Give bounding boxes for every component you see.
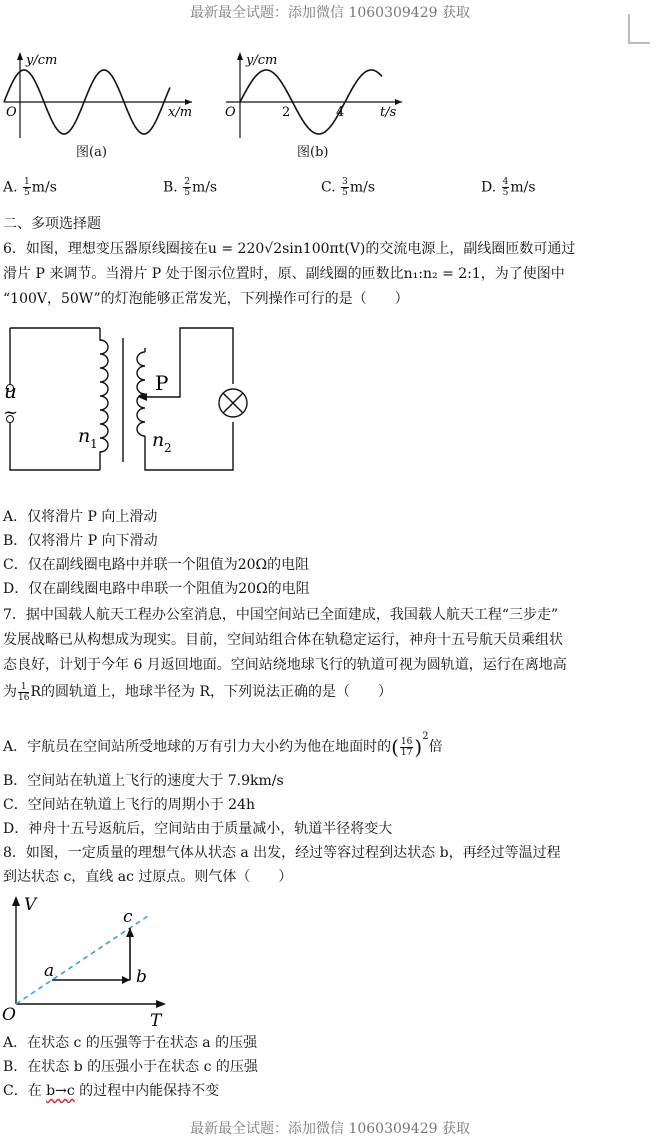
origin-label: O	[2, 1005, 16, 1025]
page-corner-mark	[628, 14, 650, 44]
v-axis-label: V	[24, 895, 37, 915]
fig-a-ylabel: y/cm	[26, 53, 58, 68]
slider-p-label: P	[155, 371, 169, 395]
q7-option-a[interactable]: A．宇航员在空间站所受地球的万有引力大小约为他在地面时的( $\frac{16}{17}$ )$^2$倍	[3, 731, 443, 759]
q6-option-b[interactable]: B．仅将滑片 P 向下滑动	[3, 533, 158, 549]
fig-b-tick-2: 2	[282, 105, 291, 120]
q8-stem-line2: 到达状态 c，直线 ac 过原点。则气体（ ）	[3, 869, 293, 885]
q6-stem-line3: “100V，50W”的灯泡能够正常发光，下列操作可行的是（ ）	[3, 291, 409, 307]
footer-watermark: 最新最全试题：添加微信 1060309429 获取	[190, 1121, 470, 1137]
vt-diagram-figure	[0, 892, 180, 1032]
state-c-label: c	[123, 907, 133, 927]
n1-subscript: 1	[90, 437, 98, 451]
q6-option-a[interactable]: A．仅将滑片 P 向上滑动	[3, 509, 158, 525]
fig-a-caption: 图(a)	[76, 145, 107, 160]
transformer-circuit-figure	[0, 322, 250, 478]
q8-option-c[interactable]: C．在 b→c 的过程中内能保持不变	[3, 1083, 220, 1099]
fig-b-caption: 图(b)	[297, 145, 329, 160]
t-axis-label: T	[150, 1011, 162, 1031]
q6-stem-line1: 6．如图，理想变压器原线圈接在u = 220√2sin100πt(V)的交流电源上，副线圈匝数可通过	[3, 241, 576, 257]
q6-stem-line2: 滑片 P 来调节。当滑片 P 处于图示位置时，原、副线圈的匝数比n₁:n₂ = 2:1，为了使图中	[3, 266, 565, 282]
state-b-label: b	[136, 967, 147, 987]
n2-label: n	[152, 429, 165, 451]
q5-option-a[interactable]: A. $\frac{1}{5}$ m/s	[3, 177, 57, 198]
section-title: 二、多项选择题	[3, 216, 101, 232]
source-tilde: ~	[3, 402, 19, 423]
q7-option-b[interactable]: B．空间站在轨道上飞行的速度大于 7.9km/s	[3, 773, 284, 789]
n2-subscript: 2	[164, 441, 172, 455]
fig-b-ylabel: y/cm	[246, 53, 278, 68]
header-watermark: 最新最全试题：添加微信 1060309429 获取	[190, 5, 470, 21]
q7-stem-line1: 7．据中国载人航天工程办公室消息，中国空间站已全面建成，我国载人航天工程“三步走”	[3, 607, 559, 623]
fig-b-xlabel: t/s	[380, 105, 397, 120]
fig-b-origin: O	[225, 105, 236, 120]
q8-option-b[interactable]: B．在状态 b 的压强小于在状态 c 的压强	[3, 1059, 258, 1075]
fig-a-origin: O	[6, 105, 17, 120]
fig-b-tick-4: 4	[336, 105, 345, 120]
q7-stem-line3: 态良好，计划于今年 6 月返回地面。空间站绕地球飞行的轨道可视为圆轨道，运行在离地高	[3, 657, 567, 673]
q8-stem-line1: 8．如图，一定质量的理想气体从状态 a 出发，经过等容过程到达状态 b，再经过等温过程	[3, 845, 561, 861]
n1-label: n	[78, 425, 91, 447]
q7-option-c[interactable]: C．空间站在轨道上飞行的周期小于 24h	[3, 797, 255, 813]
wave-figure-b	[222, 50, 412, 140]
q5-option-c[interactable]: C. $\frac{3}{5}$ m/s	[321, 177, 376, 198]
q6-option-d[interactable]: D．仅在副线圈电路中串联一个阻值为20Ω的电阻	[3, 581, 310, 597]
q7-stem-line4: 为 $\frac{1}{16}$ R的圆轨道上，地球半径为 R，下列说法正确的是（ ）	[3, 681, 392, 703]
source-u-label: u	[4, 379, 17, 403]
state-a-label: a	[44, 961, 55, 981]
fig-a-xlabel: x/m	[168, 105, 193, 120]
q7-stem-line2: 发展战略已从构想成为现实。目前，空间站组合体在轨稳定运行，神舟十五号航天员乘组状	[3, 632, 563, 648]
q5-option-d[interactable]: D. $\frac{4}{5}$ m/s	[481, 177, 536, 198]
wave-figure-a	[0, 50, 200, 140]
q5-option-b[interactable]: B. $\frac{2}{5}$ m/s	[163, 177, 218, 198]
q6-option-c[interactable]: C．仅在副线圈电路中并联一个阻值为20Ω的电阻	[3, 557, 310, 573]
q8-option-a[interactable]: A．在状态 c 的压强等于在状态 a 的压强	[3, 1035, 258, 1051]
q7-option-d[interactable]: D．神舟十五号返航后，空间站由于质量减小，轨道半径将变大	[3, 821, 393, 837]
